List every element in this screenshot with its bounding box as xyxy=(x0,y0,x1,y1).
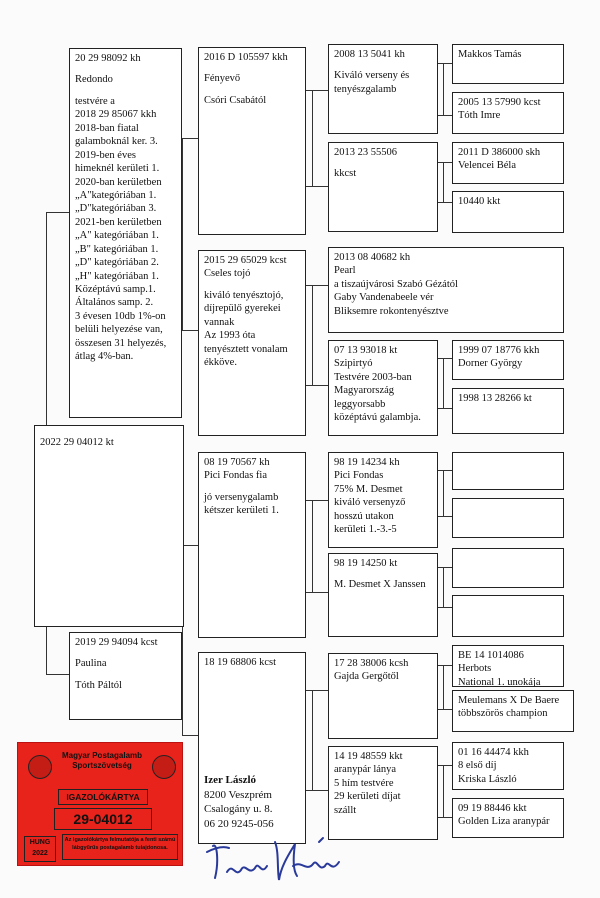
pedigree-line: 2019 29 94094 kcst xyxy=(75,637,158,648)
owner-phone: 06 20 9245-056 xyxy=(204,817,274,830)
subject-ring: 2022 29 04012 kt xyxy=(40,437,114,448)
pedigree-line: „A" kategóriában 1. xyxy=(75,230,159,242)
card-note: Az igazolókártya felmutatója a fenti számú lábgyűrűs postagalamb tulajdonosa. xyxy=(62,834,178,860)
pedigree-line: 08 19 70567 kh xyxy=(204,457,270,468)
pedigree-line xyxy=(458,502,558,510)
tree-connector xyxy=(182,138,198,139)
pedigree-line: kiváló tenyésztojó, xyxy=(204,289,284,301)
pedigree-line: 98 19 14234 kh xyxy=(334,457,400,468)
tree-connector xyxy=(443,567,444,607)
card-country-year: HUNG 2022 xyxy=(24,836,56,862)
ff-sire-box xyxy=(328,44,438,134)
g4-box-m xyxy=(452,742,564,790)
mother-sire-box xyxy=(198,452,306,638)
pedigree-line: szállt xyxy=(334,804,357,816)
tree-connector xyxy=(438,765,452,766)
pedigree-line: összesen 31 helyezés, xyxy=(75,337,167,349)
pedigree-line: 8 első díj xyxy=(458,760,497,772)
pedigree-line: Magyarország xyxy=(334,385,395,397)
pedigree-line: Redondo xyxy=(75,74,113,86)
pedigree-line: Tóth Páltól xyxy=(75,679,122,691)
owner-address-line1: 8200 Veszprém xyxy=(204,788,272,801)
g4-box-g xyxy=(452,452,564,490)
pedigree-line: kétszer kerületi 1. xyxy=(204,505,279,517)
tree-connector xyxy=(438,470,452,471)
pedigree-line xyxy=(204,64,300,72)
father-box xyxy=(69,48,182,418)
tree-connector xyxy=(438,607,452,608)
pedigree-line: ékköve. xyxy=(204,357,237,369)
pedigree-line: kkcst xyxy=(334,168,357,180)
emblem-icon xyxy=(152,755,176,779)
pedigree-line: 17 28 38006 kcsh xyxy=(334,658,409,669)
pedigree-line: jó versenygalamb xyxy=(204,491,279,503)
pedigree-line: 3 évesen 10db 1%-on xyxy=(75,310,166,322)
pedigree-line: Az 1993 óta xyxy=(204,330,256,342)
pedigree-line: 1999 07 18776 kkh xyxy=(458,345,540,356)
pedigree-line: 75% M. Desmet xyxy=(334,483,403,495)
pedigree-line: BE 14 1014086 xyxy=(458,650,524,661)
g4-box-l xyxy=(452,690,574,732)
pedigree-line: 01 16 44474 kkh xyxy=(458,747,529,758)
pedigree-line: National 1. unokája xyxy=(458,676,541,687)
pedigree-line: leggyorsabb xyxy=(334,398,386,410)
g4-box-i xyxy=(452,548,564,588)
g4-box-j xyxy=(452,595,564,637)
tree-connector xyxy=(306,790,328,791)
pedigree-line: „H" kategóriában 1. xyxy=(75,270,159,282)
signature-icon xyxy=(205,832,355,888)
pedigree-line: 2018 29 85067 kkh xyxy=(75,109,157,121)
tree-connector xyxy=(438,202,452,203)
g4-box-f xyxy=(452,388,564,434)
tree-connector xyxy=(46,674,69,675)
pedigree-line: kiváló versenyző xyxy=(334,497,406,509)
mf-sire-box xyxy=(328,452,438,548)
pedigree-line: 2016 D 105597 kkh xyxy=(204,52,288,63)
g4-box-n xyxy=(452,798,564,838)
tree-connector xyxy=(438,115,452,116)
pedigree-line xyxy=(204,281,300,289)
pedigree-line: 09 19 88446 kkt xyxy=(458,803,527,814)
tree-connector xyxy=(182,735,198,736)
pedigree-line: 2013 08 40682 kh xyxy=(334,252,411,263)
tree-connector xyxy=(182,330,198,331)
tree-connector xyxy=(443,162,444,202)
pedigree-line: Általános samp. 2. xyxy=(75,297,154,309)
mm-sire-box xyxy=(328,653,438,739)
pedigree-line: díjrepülő gyerekei xyxy=(204,303,281,315)
owner-block xyxy=(204,773,274,831)
pedigree-line: Cseles tojó xyxy=(204,268,251,280)
pedigree-line: 2008 13 5041 kh xyxy=(334,49,405,60)
card-title: IGAZOLÓKÁRTYA xyxy=(58,789,148,805)
pedigree-line: hosszú utakon xyxy=(334,510,394,522)
pedigree-line: aranypár lánya xyxy=(334,764,397,776)
pedigree-line: 07 13 93018 kt xyxy=(334,345,398,356)
tree-connector xyxy=(46,212,69,213)
tree-connector xyxy=(438,408,452,409)
pedigree-line xyxy=(458,456,558,464)
pedigree-line: Fényevő xyxy=(204,73,241,85)
pedigree-line: 2013 23 55506 xyxy=(334,147,397,158)
emblem-icon xyxy=(28,755,52,779)
pedigree-line: 98 19 14250 kt xyxy=(334,558,398,569)
tree-connector xyxy=(182,545,198,546)
pedigree-line: Velencei Béla xyxy=(458,160,517,172)
tree-connector xyxy=(443,63,444,115)
g4-box-k xyxy=(452,645,564,687)
pedigree-line: kerületi 1.-3.-5 xyxy=(334,524,397,536)
tree-connector xyxy=(443,470,444,516)
owner-address-line2: Csalogány u. 8. xyxy=(204,803,273,816)
pedigree-line: 29 kerületi díjat xyxy=(334,791,401,803)
tree-connector xyxy=(312,500,313,592)
pedigree-line: „D" kategóriában 2. xyxy=(75,257,159,269)
pedigree-line: Tóth Imre xyxy=(458,110,501,122)
pedigree-line: vannak xyxy=(204,316,235,328)
mother-box xyxy=(69,632,182,720)
tree-connector xyxy=(438,665,452,666)
pedigree-line: Bliksemre rokontenyésztve xyxy=(334,305,449,317)
pedigree-line: 20 29 98092 kh xyxy=(75,53,141,64)
pedigree-line: Dorner György xyxy=(458,358,523,370)
pedigree-line xyxy=(334,159,432,167)
pedigree-line: Kiváló verseny és xyxy=(334,70,410,82)
pedigree-line: Kriska László xyxy=(458,773,517,785)
id-card xyxy=(17,742,183,866)
card-organization: Magyar Postagalamb Sportszövetség xyxy=(61,751,143,770)
tree-connector xyxy=(306,385,328,386)
pedigree-line: testvére a xyxy=(75,95,115,107)
g4-box-c xyxy=(452,142,564,184)
tree-connector xyxy=(438,817,452,818)
subject-pigeon-box xyxy=(34,425,184,627)
pedigree-line: „B" kategóriában 1. xyxy=(75,243,159,255)
tree-connector xyxy=(438,358,452,359)
mm-dam-box xyxy=(328,746,438,840)
tree-connector xyxy=(438,63,452,64)
tree-connector xyxy=(312,285,313,385)
pedigree-line: Gajda Gergőtől xyxy=(334,671,399,683)
tree-connector xyxy=(306,592,328,593)
tree-connector xyxy=(443,765,444,817)
pedigree-line: 2011 D 386000 skh xyxy=(458,147,541,158)
pedigree-line: Meulemans X De Baere xyxy=(458,695,560,706)
pedigree-line: Középtávú samp.1. xyxy=(75,284,156,295)
ff-dam-box xyxy=(328,142,438,232)
fm-sire-box xyxy=(328,247,564,333)
pedigree-line: 2019-ben éves xyxy=(75,149,136,161)
g4-box-e xyxy=(452,340,564,380)
pedigree-line xyxy=(204,483,300,491)
tree-connector xyxy=(182,138,183,330)
tree-connector xyxy=(438,567,452,568)
tree-connector xyxy=(438,709,452,710)
pedigree-line xyxy=(458,599,558,607)
pedigree-line: himeknél kerületi 1. xyxy=(75,163,160,175)
pedigree-line: középtávú galambja. xyxy=(334,412,421,424)
tree-connector xyxy=(306,285,328,286)
tree-connector xyxy=(438,162,452,163)
pedigree-line xyxy=(458,552,558,560)
tree-connector xyxy=(438,516,452,517)
tree-connector xyxy=(306,690,328,691)
pedigree-line: 5 hím testvére xyxy=(334,777,394,789)
pedigree-line: tenyésztett vonalam xyxy=(204,343,288,355)
owner-name: Izer László xyxy=(204,774,257,786)
tree-connector xyxy=(306,500,328,501)
father-sire-box xyxy=(198,47,306,235)
tree-connector xyxy=(312,690,313,790)
pedigree-line: Pici Fondas fia xyxy=(204,470,267,482)
pedigree-line: Csóri Csabától xyxy=(204,94,267,106)
pedigree-line: belüli helyezése van, xyxy=(75,324,163,336)
tree-connector xyxy=(306,90,328,91)
pedigree-line: Paulina xyxy=(75,658,107,670)
pedigree-line: 2015 29 65029 kcst xyxy=(204,255,287,266)
pedigree-line: 2018-ban fiatal xyxy=(75,122,139,134)
pedigree-line xyxy=(75,671,176,679)
pedigree-line: „D"kategóriában 3. xyxy=(75,203,157,215)
father-dam-box xyxy=(198,250,306,436)
pedigree-line: galamboknál ker. 3. xyxy=(75,136,158,148)
g4-box-b xyxy=(452,92,564,134)
pedigree-line: Pici Fondas xyxy=(334,470,384,482)
pedigree-line: Szipirtyó xyxy=(334,358,373,370)
tree-connector xyxy=(443,358,444,408)
tree-connector xyxy=(443,665,444,709)
pedigree-line: 2020-ban kerületben xyxy=(75,176,162,188)
pedigree-line: M. Desmet X Janssen xyxy=(334,579,426,591)
pedigree-line: Pearl xyxy=(334,265,356,277)
pedigree-line: 14 19 48559 kkt xyxy=(334,751,403,762)
pedigree-line: 2021-ben kerületben xyxy=(75,216,162,228)
fm-dam-box xyxy=(328,340,438,436)
g4-box-d xyxy=(452,191,564,233)
pedigree-line: 1998 13 28266 kt xyxy=(458,393,532,404)
pedigree-line xyxy=(75,87,176,95)
pedigree-line: 18 19 68806 kcst xyxy=(204,657,277,668)
pedigree-line xyxy=(334,570,432,578)
pedigree-line: 10440 kkt xyxy=(458,196,501,207)
pedigree-line xyxy=(204,86,300,94)
g4-box-a xyxy=(452,44,564,84)
tree-connector xyxy=(306,186,328,187)
pedigree-line: tenyészgalamb xyxy=(334,83,397,95)
pedigree-line xyxy=(334,61,432,69)
pedigree-line: Testvére 2003-ban xyxy=(334,371,412,383)
pedigree-line: Makkos Tamás xyxy=(458,49,522,60)
pedigree-line: Golden Liza aranypár xyxy=(458,816,550,828)
g4-box-h xyxy=(452,498,564,538)
pedigree-line: átlag 4%-ban. xyxy=(75,351,134,363)
pedigree-line: Gaby Vandenabeele vér xyxy=(334,292,434,304)
card-number: 29-04012 xyxy=(54,808,152,830)
mf-dam-box xyxy=(328,553,438,637)
pedigree-line: „A"kategóriában 1. xyxy=(75,189,157,201)
pedigree-line: többszörös champion xyxy=(458,708,548,720)
pedigree-line xyxy=(75,649,176,657)
tree-connector xyxy=(312,90,313,186)
pedigree-line: a tiszaújvárosi Szabó Gézától xyxy=(334,278,458,290)
pedigree-line: Herbots xyxy=(458,663,492,675)
pedigree-line: 2005 13 57990 kcst xyxy=(458,97,541,108)
pedigree-line xyxy=(75,65,176,73)
